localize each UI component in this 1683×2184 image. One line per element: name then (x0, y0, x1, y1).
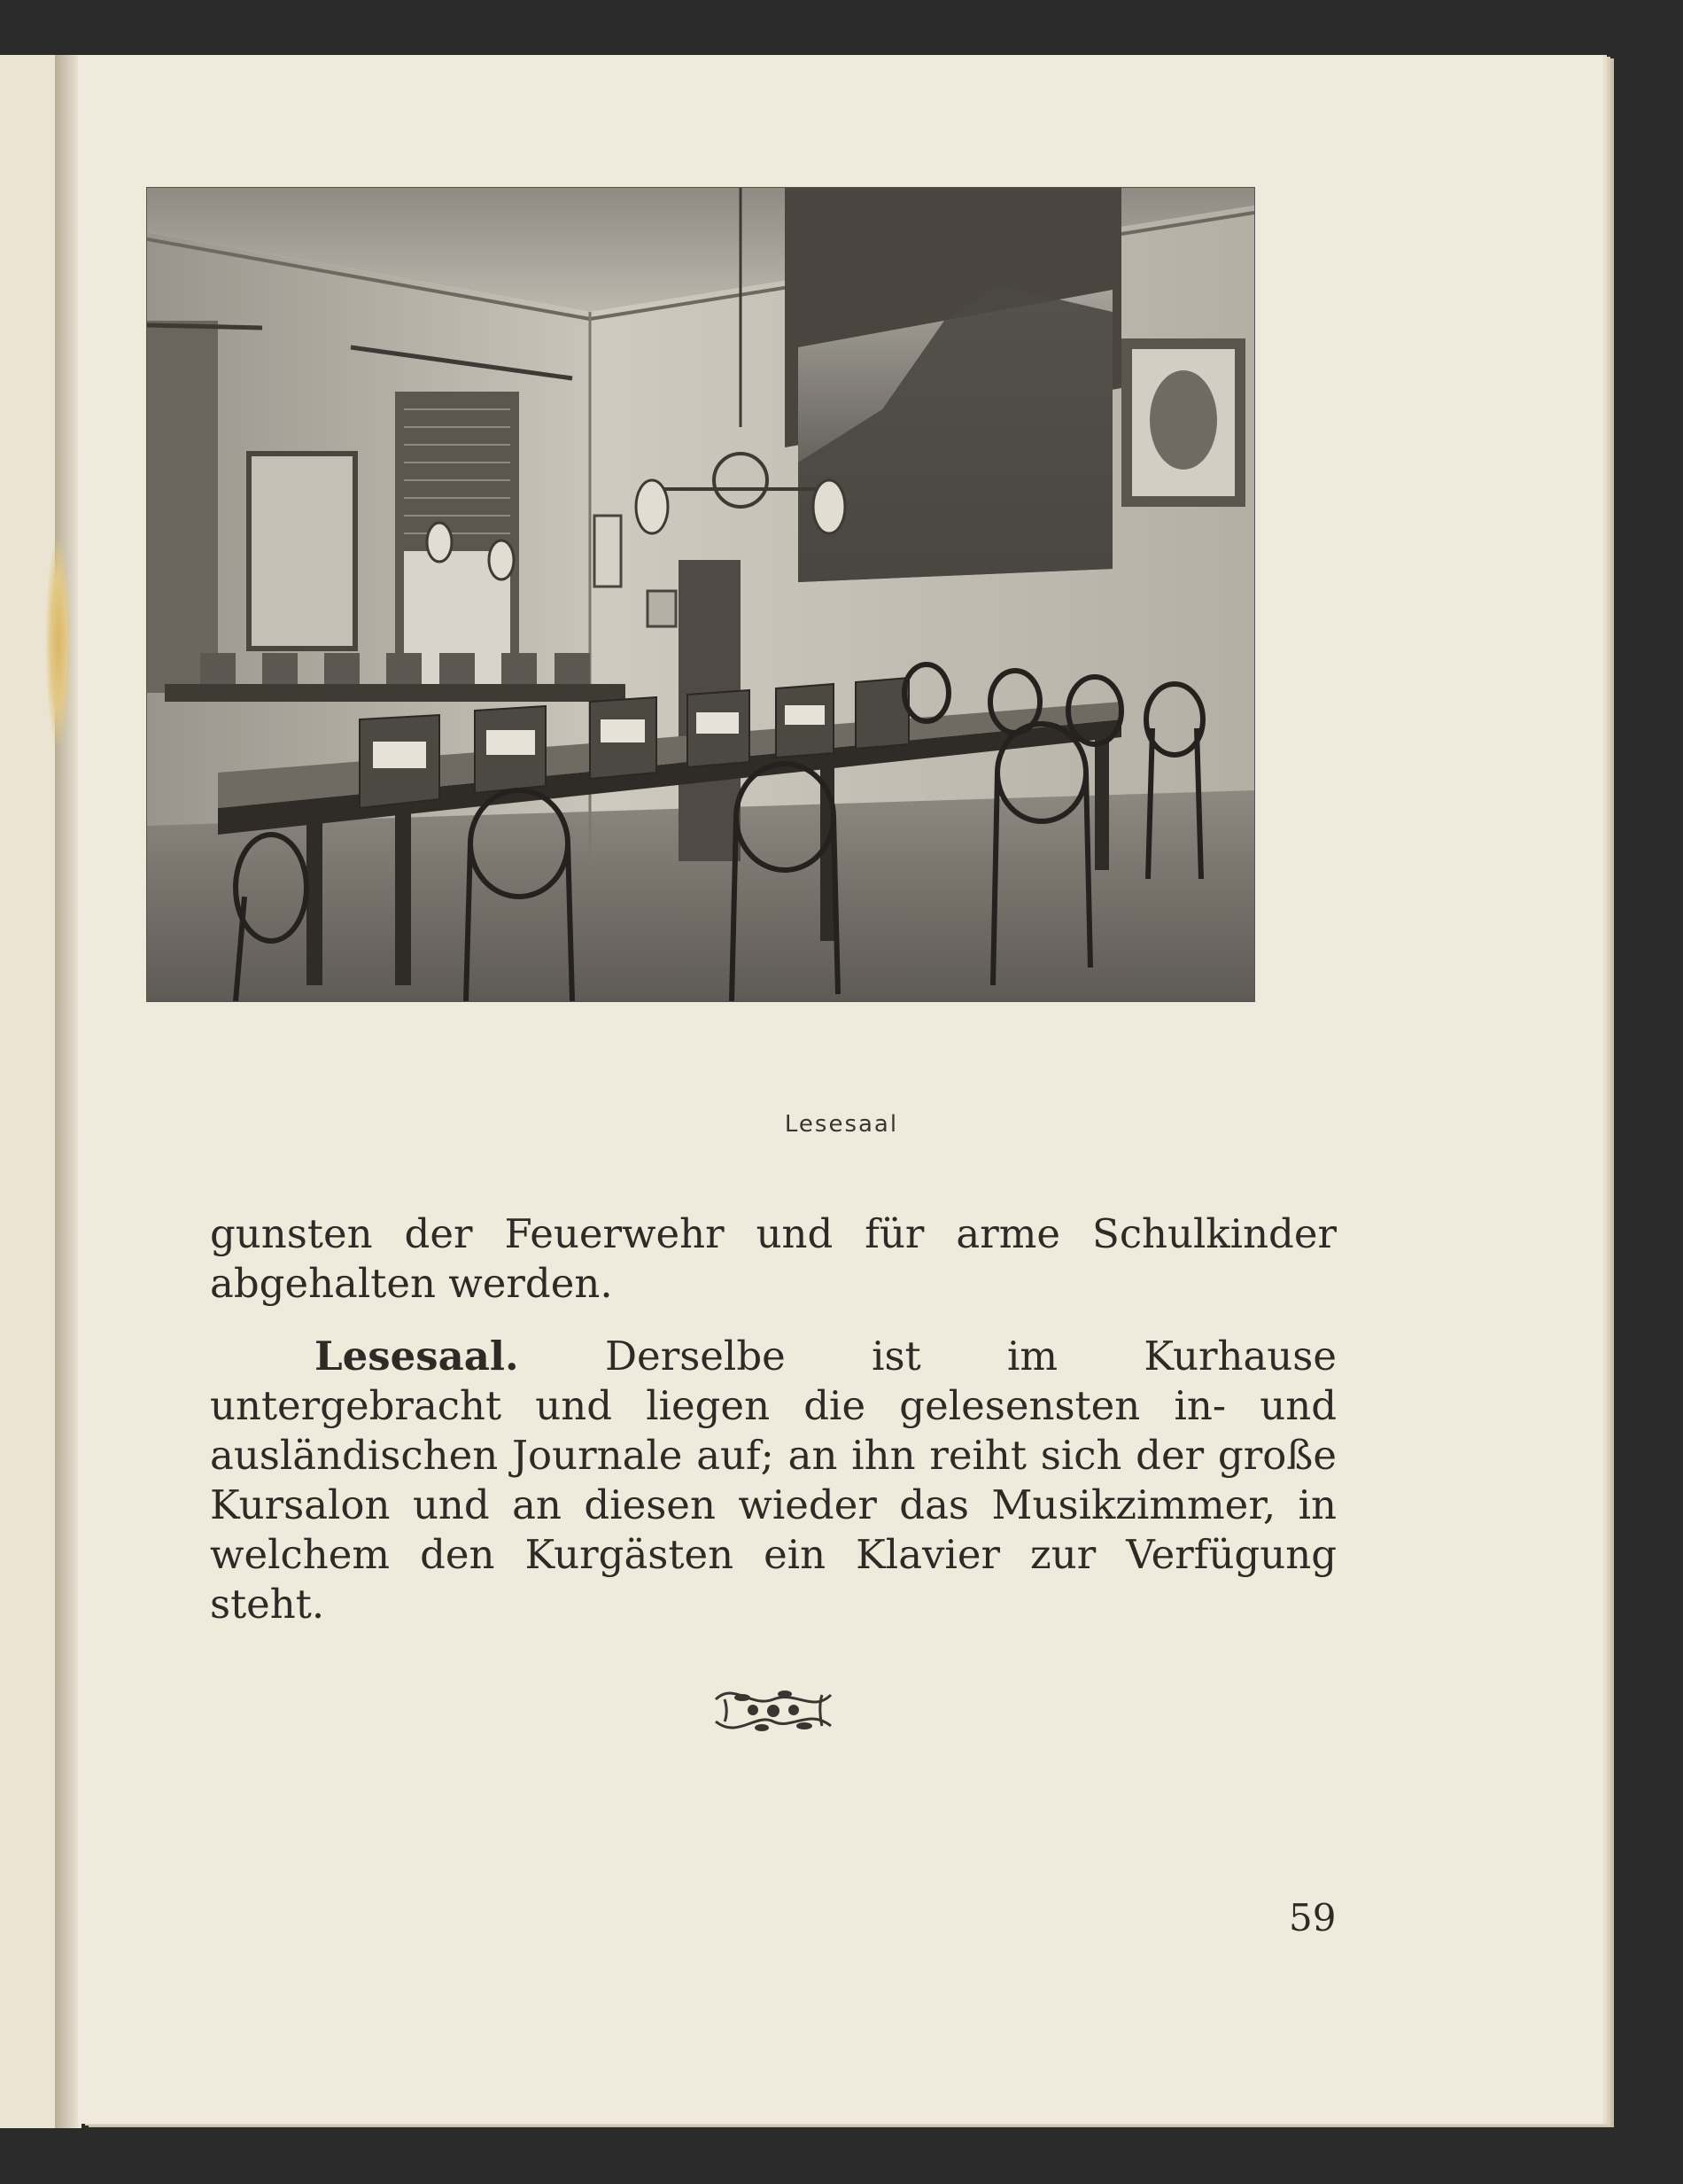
reading-room-photograph (146, 187, 1255, 1002)
paper-stain (46, 540, 71, 744)
floral-ornament-icon (707, 1673, 840, 1753)
body-text (210, 1209, 1337, 1629)
page-number: 59 (1289, 1896, 1337, 1939)
paragraph-lesesaal (210, 1332, 1337, 1629)
paragraph-lesesaal-body: Derselbe ist im Kurhause untergebracht und liegen die gelesensten in- und ausländischen Journale auf; an ihn reiht sich der große Kursalon und an diesen wieder das Musikzimmer, in welchem den Kurgästen ein Klavier zur Verfügung steht. (210, 1333, 1337, 1628)
section-heading-inline: Lesesaal. (314, 1333, 519, 1380)
paragraph-continuation: gunsten der Feuerwehr und für arme Schulkinder abgehalten werden. (210, 1210, 1337, 1307)
photo-caption: Lesesaal (784, 1111, 899, 1138)
